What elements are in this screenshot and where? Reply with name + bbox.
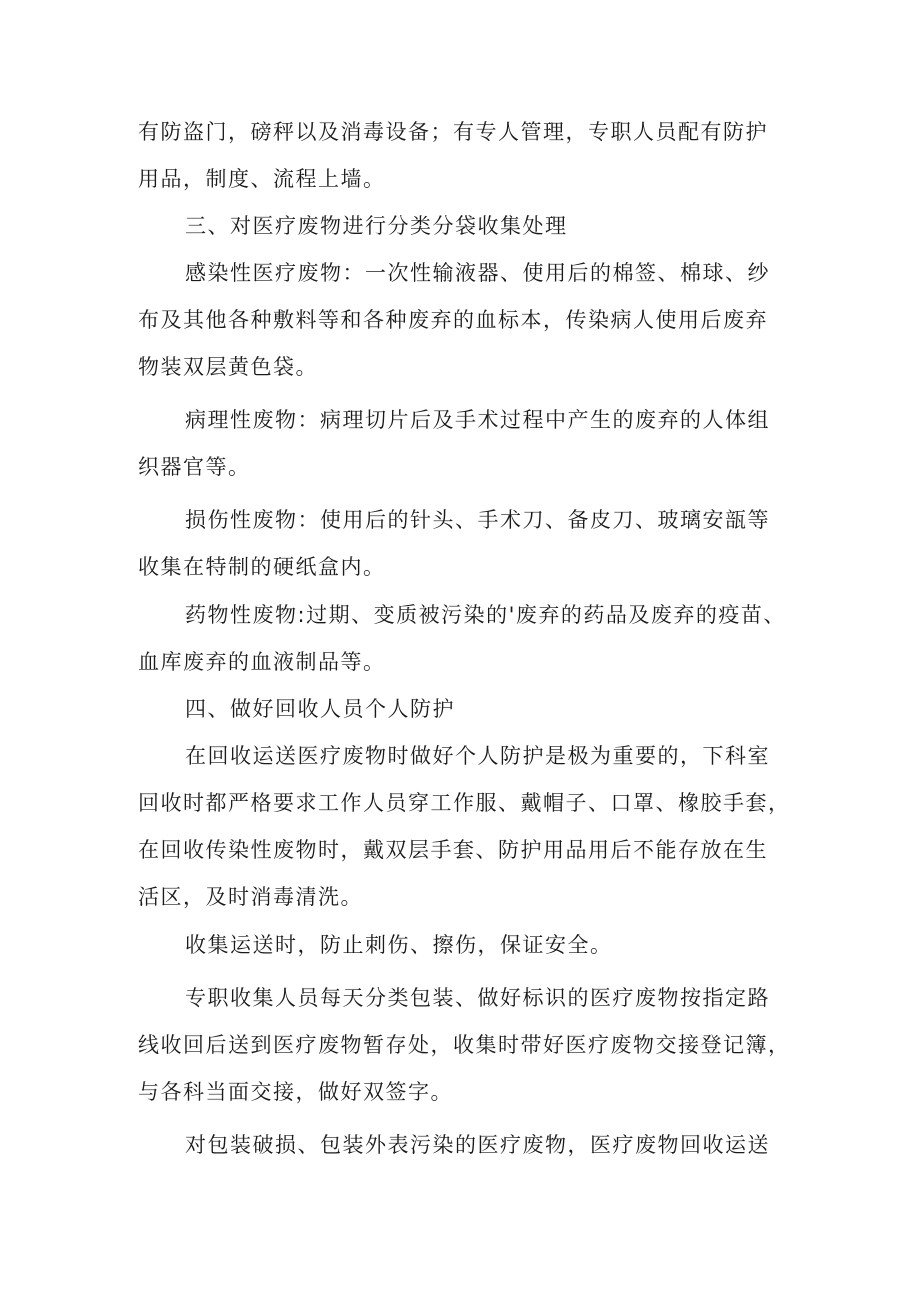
text-line-10: 收集在特制的硬纸盒内。 [138,555,386,579]
paragraph-sharps-waste: 损伤性废物：使用后的针头、手术刀、备皮刀、玻璃安瓿等 [185,508,770,532]
paragraph-transport-safety: 收集运送时，防止刺伤、擦伤，保证安全。 [185,933,613,957]
text-line-5: 布及其他各种敷料等和各种废弃的血标本，传染病人使用后废弃 [138,308,768,332]
text-line-8: 织器官等。 [138,455,251,479]
text-line-20: 线收回后送到医疗废物暂存处，收集时带好医疗废物交接登记簿， [138,1033,791,1057]
paragraph-pharmaceutical-waste: 药物性废物:过期、变质被污染的'废弃的药品及废弃的疫苗、 [185,603,786,627]
text-line-21: 与各科当面交接，做好双签字。 [138,1080,453,1104]
paragraph-infectious-waste: 感染性医疗废物：一次性输液器、使用后的棉签、棉球、纱 [185,261,770,285]
text-line-6: 物装双层黄色袋。 [138,355,318,379]
text-line-15: 回收时都严格要求工作人员穿工作服、戴帽子、口罩、橡胶手套， [138,791,791,815]
text-line-16: 在回收传染性废物时，戴双层手套、防护用品用后不能存放在生 [138,838,768,862]
paragraph-collection-staff: 专职收集人员每天分类包装、做好标识的医疗废物按指定路 [185,986,770,1010]
text-line-2: 用品，制度、流程上墙。 [138,167,386,191]
text-line-1: 有防盗门，磅秤以及消毒设备；有专人管理，专职人员配有防护 [138,120,768,144]
text-line-12: 血库废弃的血液制品等。 [138,650,386,674]
section-heading-4: 四、做好回收人员个人防护 [185,697,455,721]
paragraph-pathological-waste: 病理性废物：病理切片后及手术过程中产生的废弃的人体组 [185,408,770,432]
text-line-17: 活区，及时消毒清洗。 [138,885,363,909]
paragraph-damaged-packaging: 对包装破损、包装外表污染的医疗废物，医疗废物回收运送 [185,1133,770,1157]
paragraph-personal-protection: 在回收运送医疗废物时做好个人防护是极为重要的，下科室 [185,744,770,768]
section-heading-3: 三、对医疗废物进行分类分袋收集处理 [185,214,568,238]
